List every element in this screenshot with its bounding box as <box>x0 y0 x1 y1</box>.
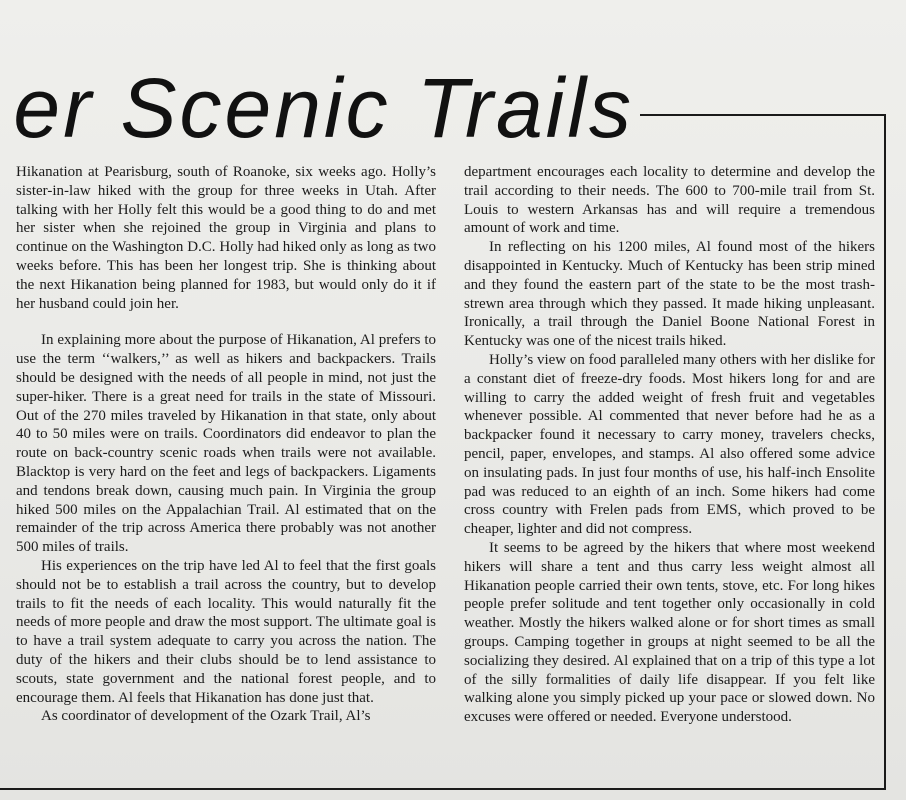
headline-clip <box>0 58 640 158</box>
paragraph: department encourages each locality to determine and develop the trail according to their needs. The 600 to 700-mile trail from St. Louis to western Arkansas has and will require a tremendous amount of work and time. <box>464 164 875 237</box>
frame-rule-top <box>640 114 886 116</box>
paragraph: It seems to be agreed by the hikers that where most weekend hikers will share a tent and thus carry less weight almost all Hikanation people carried their own tents, stove, etc. For long hikes people prefer solitude and tent together only occasionally in cold weather. Mostly the hikers walked alone or for short times as small groups. Camping together in groups at night seemed to be all the socializing they desired. Al explained that on a trip of this type a lot of the silly formalities of daily life disappear. If you felt like walking alone you simply picked up your pace or slowed down. No excuses were offered or needed. Everyone understood. <box>464 539 875 726</box>
paragraph: Holly’s view on food paralleled many others with her dislike for a constant diet of freeze-dry foods. Most hikers long for and are willing to carry the added weight of fresh fruit and vegetables whenever possible. Al commented that never before had he as a backpacker found it necessary to carry money, travelers checks, pencil, paper, envelopes, and stamps. Al also offered some advice on insulating pads. In just four months of use, his half-inch Ensolite pad was reduced to an eighth of an inch. Some hikers had come cross country with Frelen pads from EMS, which proved to be cheaper, lighter and did not compress. <box>464 351 875 538</box>
paragraph: In explaining more about the purpose of Hikanation, Al prefers to use the term ‘‘walkers,’’ as well as hikers and backpackers. Trails should be designed with the needs of all people in mind, not just the super-hiker. There is a great need for trails in the state of Missouri. Out of the 270 miles traveled by Hikanation in that state, only about 40 to 50 miles were on trails. Coordinators did endeavor to plan the route on back-country scenic roads when trails were not available. Blacktop is very hard on the feet and legs of backpackers. Ligaments and tendons break down, causing much pain. In Virginia the group hiked 500 miles on the Appalachian Trail. Al estimated that on the remainder of the trip across America there probably was not another 500 miles of trails. <box>16 332 436 556</box>
paragraph: As coordinator of development of the Ozark Trail, Al’s <box>41 708 371 725</box>
paragraph: Hikanation at Pearisburg, south of Roanoke, six weeks ago. Holly’s sister-in-law hiked with the group for three weeks in Utah. After talking with her Holly felt this would be a good thing to do and met her sister when she rejoined the group in Virginia and plans to continue on the Washington D.C. Holly had hiked only as long as two weeks before. This has been her longest trip. She is thinking about the next Hikanation being planned for 1983, but would only do it if her husband could join her. <box>16 164 436 312</box>
paragraph: His experiences on the trip have led Al to feel that the first goals should not be to establish a trail across the country, but to develop trails to fit the needs of each locality. This would naturally fit the needs of more people and draw the most support. The ultimate goal is to have a trail system adequate to carry you across the nation. The duty of the hikers and their clubs should be to lend assistance to scouts, state government and the national forest people, and to encourage them. Al feels that Hikanation has done just that. <box>16 557 436 706</box>
article-column-right <box>464 163 875 727</box>
article-headline: er Scenic Trails <box>13 61 634 155</box>
frame-rule-bottom <box>0 788 886 790</box>
paragraph: In reflecting on his 1200 miles, Al found most of the hikers disappointed in Kentucky. Much of Kentucky has been strip mined and they found the eastern part of the state to be the most trash-strewn area through which they passed. It made hiking unpleasant. Ironically, a trail through the Daniel Boone National Forest in Kentucky was one of the nicest trails hiked. <box>464 239 875 350</box>
frame-rule-right <box>884 114 886 790</box>
article-column-left <box>16 163 436 726</box>
